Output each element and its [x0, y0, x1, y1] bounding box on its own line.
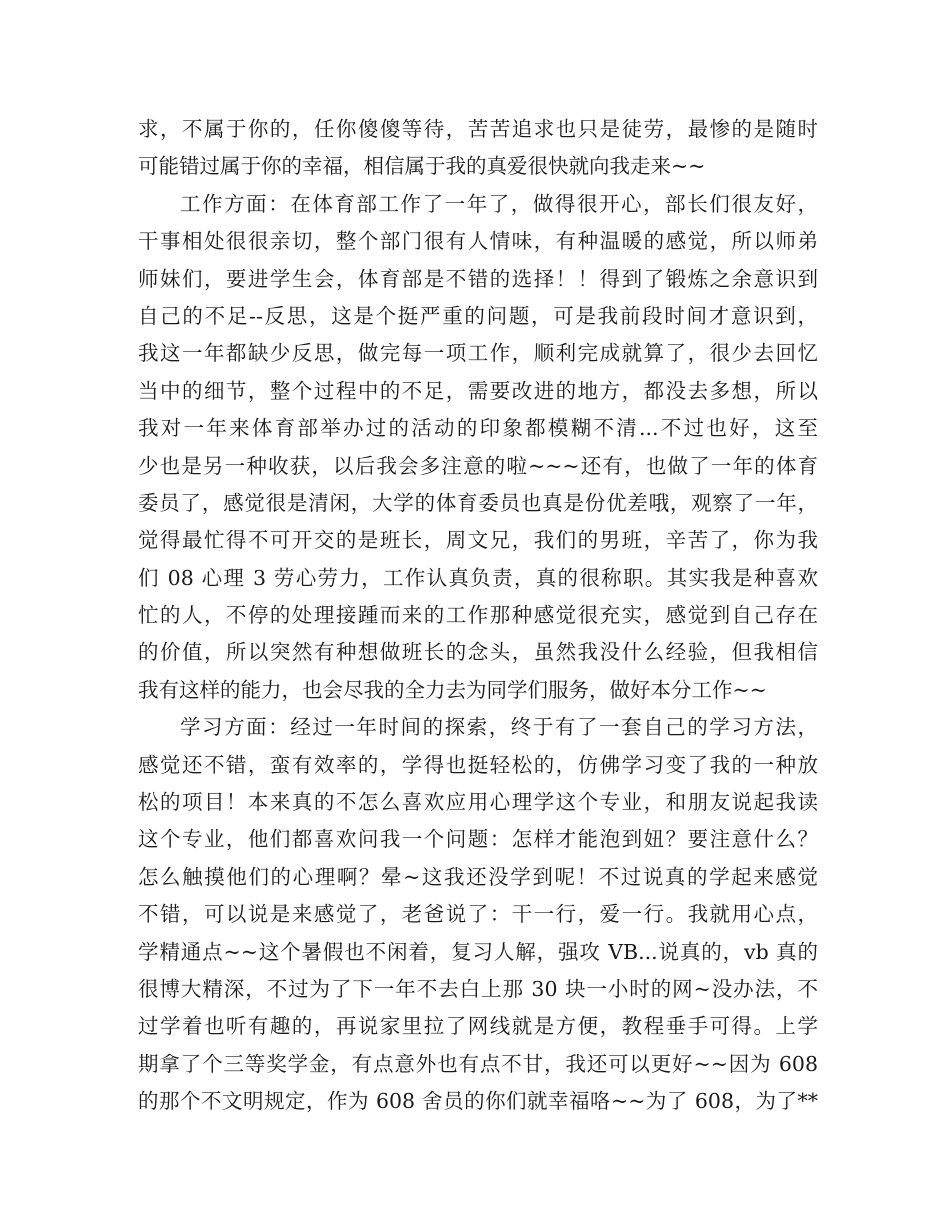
text-line: 这个专业，他们都喜欢问我一个问题：怎样才能泡到妞？要注意什么？: [138, 827, 818, 852]
text-line: 可能错过属于你的幸福，相信属于我的真爱很快就向我走来~~: [138, 154, 706, 179]
text-line: 忙的人，不停的处理接踵而来的工作那种感觉很充实，感觉到自己存在: [138, 603, 818, 628]
text-line: 的那个不文明规定，作为 608 舍员的你们就幸福咯~~为了 608，为了**: [138, 1089, 818, 1114]
document-body: [138, 111, 818, 1121]
text-line: 我有这样的能力，也会尽我的全力去为同学们服务，做好本分工作~~: [138, 677, 767, 702]
text-line: 少也是另一种收获，以后我会多注意的啦~~~还有，也做了一年的体育: [138, 453, 818, 478]
text-line: 不错，可以说是来感觉了，老爸说了：干一行，爱一行。我就用心点，: [138, 902, 818, 927]
text-line: 感觉还不错，蛮有效率的，学得也挺轻松的，仿佛学习变了我的一种放: [138, 752, 818, 777]
text-line: 当中的细节，整个过程中的不足，需要改进的地方，都没去多想，所以: [138, 378, 818, 403]
text-line: 很博大精深，不过为了下一年不去白上那 30 块一小时的网~没办法，不: [138, 976, 818, 1001]
paragraph-first-line: 学习方面：经过一年时间的探索，终于有了一套自己的学习方法，: [180, 715, 818, 740]
text-line: 怎么触摸他们的心理啊？晕~这我还没学到呢！不过说真的学起来感觉: [138, 864, 818, 889]
text-line: 委员了，感觉很是清闲，大学的体育委员也真是份优差哦，观察了一年，: [138, 490, 818, 515]
paragraph-first-line: 工作方面：在体育部工作了一年了，做得很开心，部长们很友好，: [180, 191, 818, 216]
text-line: 学精通点~~这个暑假也不闲着，复习人解，强攻 VB...说真的，vb 真的: [138, 939, 818, 964]
text-line: 自己的不足--反思，这是个挺严重的问题，可是我前段时间才意识到，: [138, 303, 818, 328]
text-line: 们 08 心理 3 劳心劳力，工作认真负责，真的很称职。其实我是种喜欢: [138, 565, 818, 590]
text-line: 我这一年都缺少反思，做完每一项工作，顺利完成就算了，很少去回忆: [138, 341, 818, 366]
text-line: 师妹们，要进学生会，体育部是不错的选择！！得到了锻炼之余意识到: [138, 266, 818, 291]
text-line: 期拿了个三等奖学金，有点意外也有点不甘，我还可以更好~~因为 608: [138, 1051, 818, 1076]
text-line: 求，不属于你的，任你傻傻等待，苦苦追求也只是徒劳，最惨的是随时: [138, 117, 818, 141]
text-line: 松的项目！本来真的不怎么喜欢应用心理学这个专业，和朋友说起我读: [138, 790, 818, 815]
text-line: 的价值，所以突然有种想做班长的念头，虽然我没什么经验，但我相信: [138, 640, 818, 665]
text-line: 觉得最忙得不可开交的是班长，周文兄，我们的男班，辛苦了，你为我: [138, 528, 818, 553]
text-line: 干事相处很很亲切，整个部门很有人情味，有种温暖的感觉，所以师弟: [138, 229, 818, 254]
text-line: 过学着也听有趣的，再说家里拉了网线就是方便，教程垂手可得。上学: [138, 1014, 818, 1039]
text-line: 我对一年来体育部举办过的活动的印象都模糊不清...不过也好，这至: [138, 416, 818, 441]
